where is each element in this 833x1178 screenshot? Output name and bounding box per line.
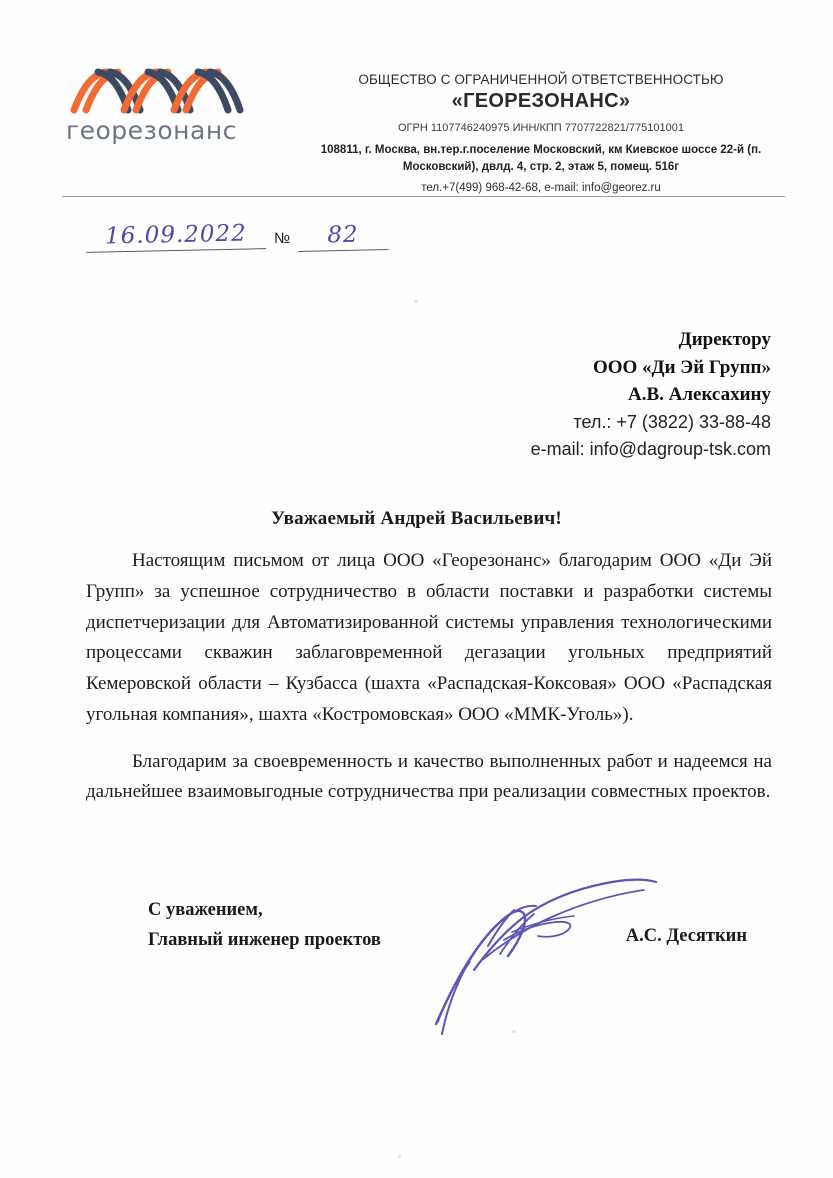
addressee-company: ООО «Ди Эй Групп» — [592, 356, 771, 378]
letter-body — [86, 546, 772, 808]
company-registration: ОГРН 1107746240975 ИНН/КПП 7707722821/775101001 — [397, 122, 685, 134]
addressee-email: e-mail: info@dagroup-tsk.com — [530, 438, 771, 459]
addressee-title: Директору — [678, 329, 771, 350]
document-date: 16.09.2022 — [86, 220, 267, 253]
company-address: 108811, г. Москва, вн.тер.г.поселение Московский, км Киевское шоссе 22-й (п. Московский), двлд. 4, стр. 2, этаж 5, помещ. 516г — [320, 144, 762, 173]
document-number: 82 — [298, 221, 389, 252]
signer-position: Главный инженер проектов — [148, 929, 381, 950]
body-paragraph-1: Настоящим письмом от лица ООО «Георезонанс» благодарим ООО «Ди Эй Групп» за успешное сотрудничество в области поставки и разработки системы диспетчеризации для Автоматизированной системы управления технологическими процессами скважин заблаговременной дегазации угольных предприятий Кемеровской области – Кузбасса (шахта «Распадская-Коксовая» ООО «Распадская угольная компания», шахта «Костромовская» ООО «ММК-Уголь»). — [86, 550, 772, 725]
signature-block — [86, 896, 771, 1036]
signer-name: А.С. Десяткин — [625, 926, 747, 946]
company-legal-form: ОБЩЕСТВО С ОГРАНИЧЕННОЙ ОТВЕТСТВЕННОСТЬЮ — [358, 72, 724, 87]
company-contact: тел.+7(499) 968-42-68, e-mail: info@georez.ru — [421, 182, 661, 195]
scan-artifact — [512, 1030, 516, 1033]
header-divider — [62, 196, 785, 197]
number-label: № — [274, 230, 291, 247]
closing-line: С уважением, — [148, 900, 263, 920]
scan-artifact — [414, 300, 418, 303]
wave-logo-icon — [70, 66, 250, 114]
greeting-line: Уважаемый Андрей Васильевич! — [271, 508, 562, 529]
body-paragraph-2: Благодарим за своевременность и качество выполненных работ и надеемся на дальнейшее взаимовыгодные сотрудничества при реализации совместных проектов. — [86, 750, 772, 803]
company-name: «ГЕОРЕЗОНАНС» — [451, 90, 631, 112]
company-details — [297, 62, 785, 194]
addressee-name: А.В. Алексахину — [628, 384, 771, 406]
handwritten-signature — [416, 874, 666, 1039]
addressee-phone: тел.: +7 (3822) 33-88-48 — [573, 411, 771, 432]
letterhead — [62, 62, 785, 195]
scan-artifact — [398, 1155, 401, 1158]
signature-text — [148, 896, 381, 955]
company-logo — [62, 62, 297, 145]
document-reference — [86, 222, 388, 251]
logo-wordmark: георезонанс — [66, 116, 237, 145]
addressee-block — [441, 326, 771, 463]
